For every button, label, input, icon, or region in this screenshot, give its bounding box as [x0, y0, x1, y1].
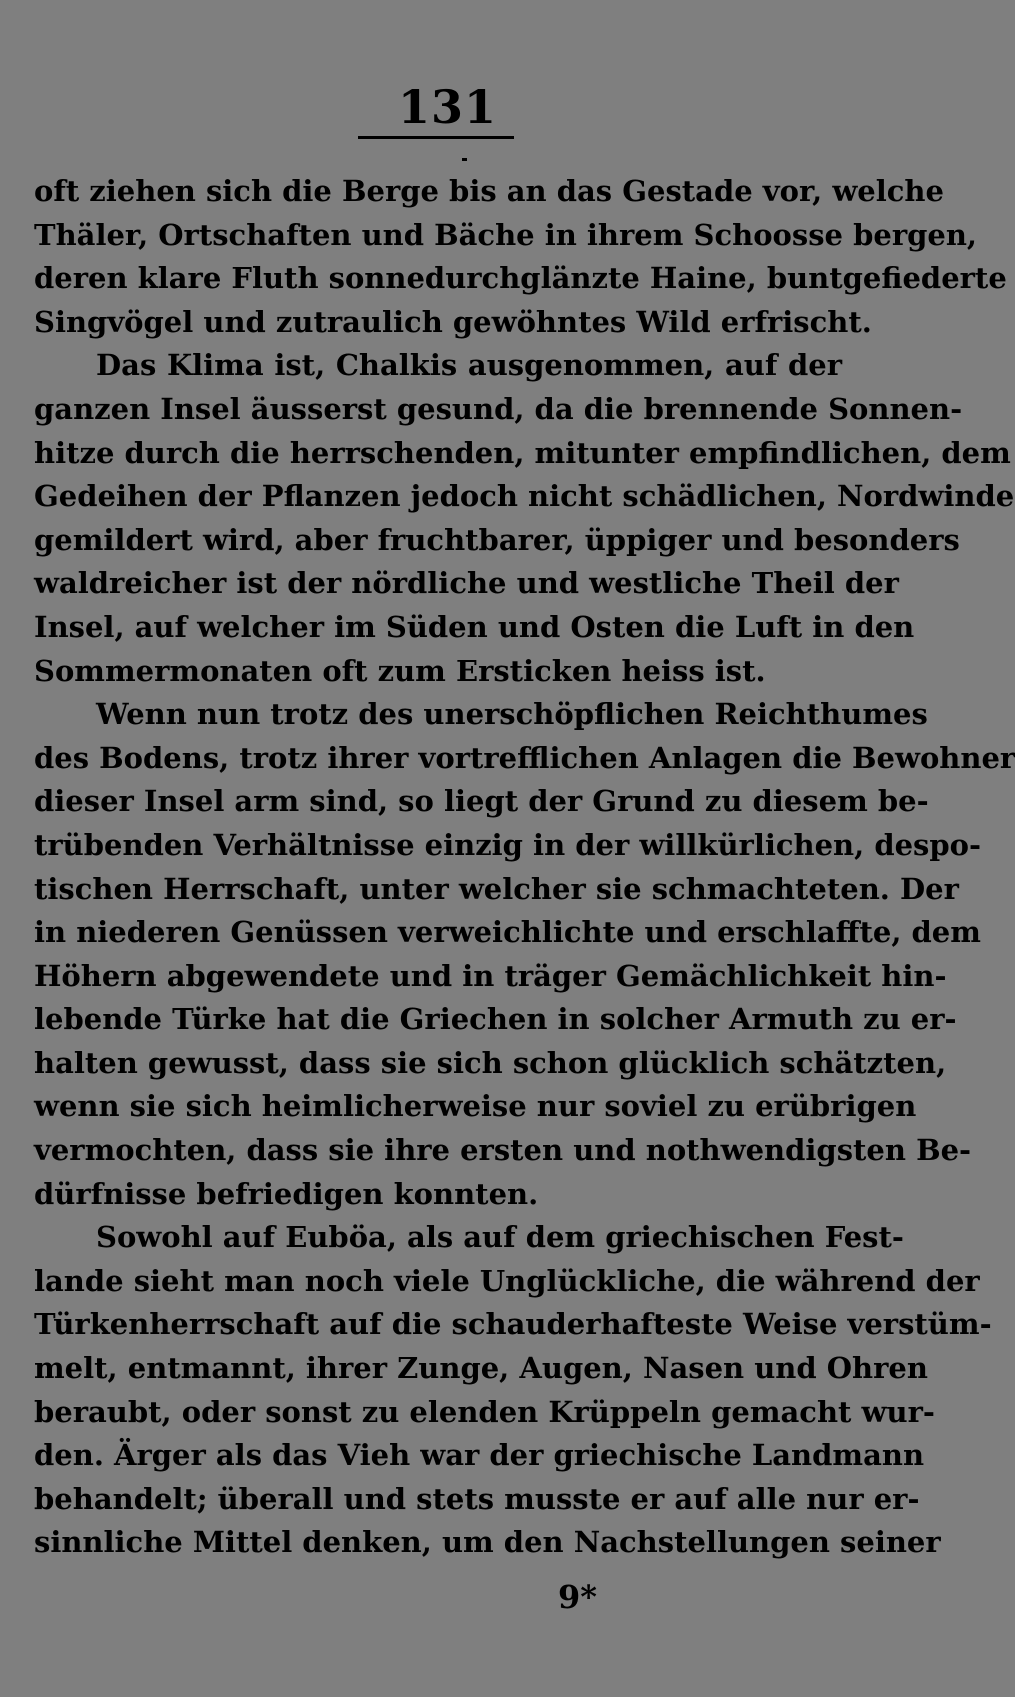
text-line: Türkenherrschaft auf die schauderhafteste Weise verstüm- [34, 1307, 992, 1342]
text-line: dürfnisse befriedigen konnten. [34, 1176, 539, 1211]
text-line: dieser Insel arm sind, so liegt der Grund zu diesem be- [34, 784, 929, 819]
text-line: halten gewusst, dass sie sich schon glücklich schätzten, [34, 1045, 947, 1080]
text-line: hitze durch die herrschenden, mitunter empfindlichen, dem [34, 435, 1011, 470]
text-line: den. Ärger als das Vieh war der griechische Landmann [34, 1438, 925, 1473]
header-rule [358, 136, 514, 139]
text-line: Sommermonaten oft zum Ersticken heiss ist. [34, 653, 766, 688]
paragraph [34, 344, 1015, 693]
text-line: lebende Türke hat die Griechen in solcher Armuth zu er- [34, 1002, 957, 1037]
text-line: gemildert wird, aber fruchtbarer, üppiger und besonders [34, 522, 960, 557]
text-line: melt, entmannt, ihrer Zunge, Augen, Nasen und Ohren [34, 1351, 928, 1386]
text-line: tischen Herrschaft, unter welcher sie schmachteten. Der [34, 871, 959, 906]
text-line: Wenn nun trotz des unerschöpflichen Reichthumes [96, 697, 928, 732]
paragraph [34, 1216, 992, 1565]
text-line: lande sieht man noch viele Unglückliche, die während der [34, 1263, 980, 1298]
paragraph [34, 170, 1007, 344]
text-line: behandelt; überall und stets musste er auf alle nur er- [34, 1481, 920, 1516]
text-line: waldreicher ist der nördliche und westliche Theil der [34, 566, 899, 601]
text-line: Höhern abgewendete und in träger Gemächlichkeit hin- [34, 958, 947, 993]
body-text [34, 170, 1015, 1565]
text-line: des Bodens, trotz ihrer vortrefflichen Anlagen die Bewohner [34, 740, 1015, 775]
text-line: oft ziehen sich die Berge bis an das Gestade vor, welche [34, 174, 944, 208]
text-line: Gedeihen der Pflanzen jedoch nicht schädlichen, Nordwinde [34, 479, 1015, 514]
text-line: wenn sie sich heimlicherweise nur soviel zu erübrigen [34, 1089, 917, 1124]
text-line: Sowohl auf Euböa, als auf dem griechischen Fest- [96, 1220, 904, 1255]
text-line: deren klare Fluth sonnedurchglänzte Haine, buntgefiederte [34, 261, 1007, 296]
text-line: Singvögel und zutraulich gewöhntes Wild erfrischt. [34, 304, 872, 339]
text-line: vermochten, dass sie ihre ersten und nothwendigsten Be- [34, 1133, 972, 1168]
text-line: Das Klima ist, Chalkis ausgenommen, auf der [96, 348, 842, 383]
text-line: Insel, auf welcher im Süden und Osten die Luft in den [34, 609, 915, 644]
text-line: beraubt, oder sonst zu elenden Krüppeln gemacht wur- [34, 1394, 935, 1429]
text-line: sinnliche Mittel denken, um den Nachstellungen seiner [34, 1525, 941, 1560]
signature-mark: 9* [558, 1578, 597, 1616]
text-line: ganzen Insel äusserst gesund, da die brennende Sonnen- [34, 391, 963, 426]
header-rule-mark [462, 158, 467, 161]
text-line: Thäler, Ortschaften und Bäche in ihrem Schoosse bergen, [34, 217, 978, 252]
paragraph [34, 693, 1015, 1216]
text-line: in niederen Genüssen verweichlichte und erschlaffte, dem [34, 915, 981, 950]
page-number: 131 [398, 80, 498, 134]
text-line: trübenden Verhältnisse einzig in der willkürlichen, despo- [34, 827, 982, 862]
